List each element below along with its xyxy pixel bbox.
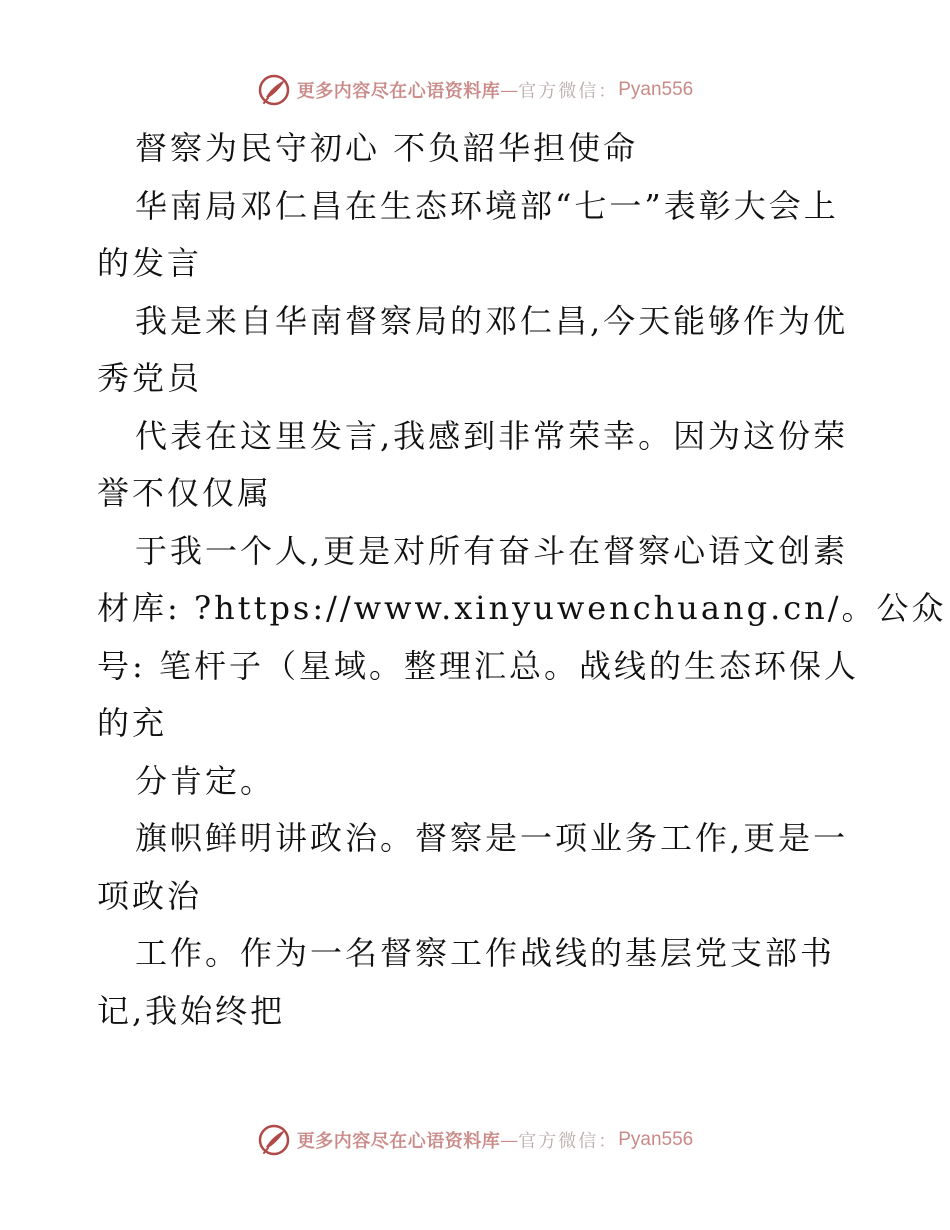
watermark-title: 更多内容尽在心语资料库 [296, 1131, 501, 1152]
watermark-wechat-id: Pyan556 [618, 1129, 694, 1150]
watermark-title: 更多内容尽在心语资料库 [296, 81, 501, 102]
text-line: 工作。作为一名督察工作战线的基层党支部书 [135, 934, 836, 972]
watermark-wechat-label: 官方微信： [518, 81, 619, 102]
text-line: 材库: ?https://www.xinyuwenchuang.cn/。公众 [97, 589, 947, 627]
text-line: 秀党员 [97, 359, 203, 397]
text-line: 号: 笔杆子（星域。整理汇总。战线的生态环保人 [97, 646, 859, 685]
document-subtitle: 华南局邓仁昌在生态环境部“七一”表彰大会上 [135, 186, 839, 225]
text-line: 的发言 [97, 244, 203, 282]
watermark-dash: — [500, 1129, 519, 1151]
document-title: 督察为民守初心 不负韶华担使命 [135, 129, 639, 167]
text-line: 项政治 [97, 876, 203, 915]
quill-logo-icon [257, 73, 291, 107]
watermark-dash: — [500, 79, 519, 101]
footer-watermark [0, 1122, 950, 1158]
text-line: 的充 [97, 704, 168, 742]
text-line: 旗帜鲜明讲政治。督察是一项业务工作,更是一 [135, 819, 849, 857]
watermark-wechat-label: 官方微信： [518, 1131, 619, 1152]
document-body [97, 120, 947, 1040]
header-watermark [0, 72, 950, 108]
text-line: 记,我始终把 [97, 991, 286, 1030]
text-line: 分肯定。 [135, 761, 276, 800]
text-line: 誉不仅仅属 [97, 474, 273, 512]
text-line: 我是来自华南督察局的邓仁昌,今天能够作为优 [135, 301, 849, 340]
quill-logo-icon [257, 1123, 291, 1157]
text-line: 于我一个人,更是对所有奋斗在督察心语文创素 [135, 531, 849, 570]
text-line: 代表在这里发言,我感到非常荣幸。因为这份荣 [135, 416, 849, 455]
watermark-wechat-id: Pyan556 [618, 79, 694, 100]
